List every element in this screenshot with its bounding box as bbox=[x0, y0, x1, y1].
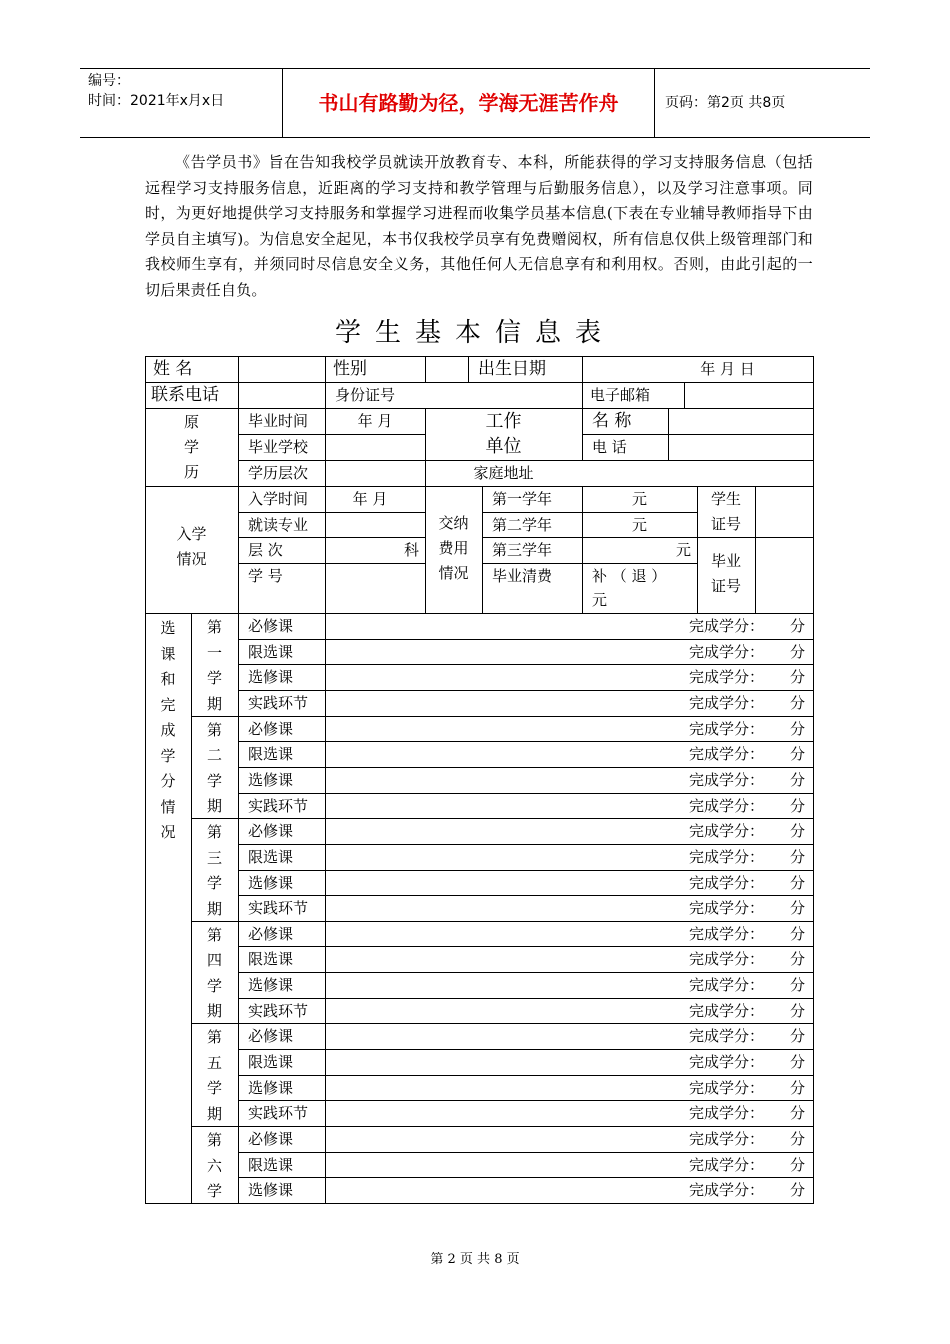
input-enroll-time[interactable]: 年 月 bbox=[352, 490, 388, 508]
fee-text: 费用 bbox=[438, 539, 469, 557]
input-grad-fee[interactable] bbox=[582, 564, 697, 613]
semester-2-label-char: 学 bbox=[206, 771, 222, 790]
label-credits-section-char: 成 bbox=[160, 721, 176, 739]
course-type-label: 必修课 bbox=[248, 822, 294, 841]
completed-credits-label: 完成学分： bbox=[688, 1130, 764, 1148]
label-original-education-char: 原 bbox=[183, 413, 199, 431]
label-level: 层 次 bbox=[248, 541, 283, 559]
page-footer: 第 2 页 共 8 页 bbox=[430, 1252, 520, 1267]
document-number: 编号： bbox=[88, 73, 130, 89]
label-email: 电子邮箱 bbox=[590, 386, 651, 404]
course-type-label: 必修课 bbox=[248, 719, 294, 738]
semester-1-label bbox=[191, 615, 238, 717]
credit-unit-label: 分 bbox=[789, 847, 805, 866]
label-grad-card bbox=[697, 549, 755, 599]
completed-credits-label: 完成学分： bbox=[688, 822, 764, 841]
credit-unit-label: 分 bbox=[789, 1053, 805, 1072]
semester-1-label-char: 一 bbox=[206, 643, 222, 662]
credit-unit-label: 分 bbox=[789, 950, 805, 969]
form-title: 学生基本信息表 bbox=[334, 318, 615, 348]
credit-unit-label: 分 bbox=[789, 1078, 805, 1097]
semester-2-label-char: 期 bbox=[206, 797, 222, 816]
label-credits-section-char: 学 bbox=[160, 746, 176, 765]
semester-4-label-char: 第 bbox=[206, 925, 222, 944]
work-unit-text: 单位 bbox=[485, 436, 522, 457]
semester-5-label-char: 学 bbox=[206, 1079, 222, 1098]
input-student-no[interactable] bbox=[325, 564, 425, 613]
course-type-label: 限选课 bbox=[248, 642, 294, 661]
label-name: 姓 名 bbox=[153, 359, 193, 379]
credit-unit-label: 分 bbox=[789, 617, 805, 635]
input-year2-fee[interactable]: 元 bbox=[631, 516, 647, 534]
completed-credits-label: 完成学分： bbox=[688, 1027, 764, 1046]
credit-unit-label: 分 bbox=[789, 1181, 805, 1200]
label-gender: 性别 bbox=[333, 359, 367, 379]
grad-fee-text: 元 bbox=[592, 591, 608, 609]
input-year1-fee[interactable]: 元 bbox=[631, 490, 647, 508]
semester-4-label bbox=[191, 923, 238, 1025]
credit-unit-label: 分 bbox=[789, 1155, 805, 1174]
student-card-text: 证号 bbox=[710, 515, 741, 533]
label-original-education-char: 学 bbox=[183, 438, 199, 456]
label-major: 就读专业 bbox=[248, 516, 309, 534]
course-type-label: 实践环节 bbox=[248, 1104, 309, 1123]
semester-2-label bbox=[191, 718, 238, 820]
label-unit-name: 名 称 bbox=[592, 411, 632, 431]
input-idcard[interactable] bbox=[425, 383, 582, 408]
semester-divider bbox=[191, 921, 238, 922]
input-edu-level[interactable] bbox=[325, 461, 425, 486]
input-grad-card[interactable] bbox=[755, 538, 813, 613]
completed-credits-label: 完成学分： bbox=[688, 1181, 764, 1200]
label-enroll-time: 入学时间 bbox=[248, 490, 309, 508]
credit-unit-label: 分 bbox=[789, 642, 805, 661]
input-level[interactable]: 科 bbox=[403, 541, 419, 559]
completed-credits-label: 完成学分： bbox=[688, 719, 764, 738]
credit-unit-label: 分 bbox=[789, 1001, 805, 1020]
input-email[interactable] bbox=[684, 383, 813, 408]
course-type-label: 选修课 bbox=[248, 873, 294, 892]
completed-credits-label: 完成学分： bbox=[688, 1053, 764, 1072]
completed-credits-label: 完成学分： bbox=[688, 668, 764, 687]
course-type-label: 实践环节 bbox=[248, 693, 309, 712]
input-birthdate[interactable]: 年 月 日 bbox=[700, 360, 755, 378]
label-original-education-char: 历 bbox=[183, 463, 199, 481]
course-type-label: 选修课 bbox=[248, 976, 294, 995]
header-meta bbox=[80, 69, 282, 137]
completed-credits-label: 完成学分： bbox=[688, 950, 764, 969]
label-credits-section-char: 完 bbox=[160, 695, 176, 714]
enrollment-text: 情况 bbox=[176, 550, 207, 568]
course-type-label: 必修课 bbox=[248, 924, 294, 943]
header-motto: 书山有路勤为径，学海无涯苦作舟 bbox=[282, 69, 655, 137]
completed-credits-label: 完成学分： bbox=[688, 770, 764, 789]
semester-2-label-char: 二 bbox=[206, 746, 222, 765]
semester-3-label-char: 期 bbox=[206, 899, 222, 918]
label-phone: 联系电话 bbox=[151, 385, 219, 405]
credit-unit-label: 分 bbox=[789, 1104, 805, 1123]
credit-unit-label: 分 bbox=[789, 924, 805, 943]
semester-5-label bbox=[191, 1025, 238, 1127]
semester-3-label bbox=[191, 820, 238, 922]
completed-credits-label: 完成学分： bbox=[688, 873, 764, 892]
semester-5-label-char: 期 bbox=[206, 1104, 222, 1123]
table-border-right bbox=[813, 356, 814, 1204]
input-grad-time[interactable]: 年 月 bbox=[357, 412, 393, 430]
label-enrollment bbox=[145, 522, 238, 572]
credit-unit-label: 分 bbox=[789, 1027, 805, 1046]
semester-4-label-char: 学 bbox=[206, 976, 222, 995]
completed-credits-label: 完成学分： bbox=[688, 693, 764, 712]
label-fee bbox=[425, 511, 482, 586]
grad-card-text: 毕业 bbox=[710, 552, 741, 570]
input-name[interactable] bbox=[238, 357, 325, 382]
completed-credits-label: 完成学分： bbox=[688, 1155, 764, 1174]
completed-credits-label: 完成学分： bbox=[688, 1078, 764, 1097]
semester-5-label-char: 五 bbox=[206, 1053, 222, 1072]
credit-unit-label: 分 bbox=[789, 822, 805, 841]
completed-credits-label: 完成学分： bbox=[688, 899, 764, 918]
semester-5-label-char: 第 bbox=[206, 1028, 222, 1047]
input-student-card[interactable] bbox=[755, 487, 813, 537]
grad-card-text: 证号 bbox=[710, 577, 741, 595]
label-credits-section-char: 和 bbox=[160, 670, 176, 688]
course-type-label: 限选课 bbox=[248, 1155, 294, 1174]
course-type-label: 实践环节 bbox=[248, 899, 309, 918]
course-type-label: 限选课 bbox=[248, 1053, 294, 1072]
input-grad-school[interactable] bbox=[325, 435, 425, 460]
semester-6-label-char: 第 bbox=[206, 1131, 222, 1149]
course-type-label: 限选课 bbox=[248, 745, 294, 764]
label-credits-section-char: 分 bbox=[160, 772, 176, 790]
semester-6-label bbox=[191, 1128, 238, 1205]
label-credits-section-char: 情 bbox=[160, 797, 176, 816]
semester-6-label-char: 六 bbox=[206, 1156, 222, 1175]
course-type-label: 必修课 bbox=[248, 1027, 294, 1046]
label-credits-section-char: 况 bbox=[160, 823, 176, 841]
label-year3: 第三学年 bbox=[492, 541, 553, 559]
label-idcard: 身份证号 bbox=[335, 386, 396, 404]
label-grad-school: 毕业学校 bbox=[248, 438, 309, 456]
credit-unit-label: 分 bbox=[789, 1130, 805, 1148]
credit-unit-label: 分 bbox=[789, 873, 805, 892]
credit-unit-label: 分 bbox=[789, 796, 805, 815]
enrollment-text: 入学 bbox=[176, 525, 207, 543]
course-type-label: 选修课 bbox=[248, 1181, 294, 1200]
label-credits-section-char: 课 bbox=[160, 644, 176, 663]
completed-credits-label: 完成学分： bbox=[688, 796, 764, 815]
semester-3-label-char: 三 bbox=[206, 848, 222, 867]
label-home-address: 家庭地址 bbox=[473, 464, 534, 482]
completed-credits-label: 完成学分： bbox=[688, 642, 764, 661]
semester-divider bbox=[191, 716, 238, 717]
course-type-label: 实践环节 bbox=[248, 796, 309, 815]
credit-unit-label: 分 bbox=[789, 719, 805, 738]
label-year1: 第一学年 bbox=[492, 490, 553, 508]
input-major[interactable] bbox=[325, 513, 425, 538]
semester-4-label-char: 期 bbox=[206, 1002, 222, 1021]
label-unit-phone: 电 话 bbox=[592, 438, 627, 456]
completed-credits-label: 完成学分： bbox=[688, 924, 764, 943]
input-unit-name[interactable] bbox=[668, 409, 813, 434]
credit-unit-label: 分 bbox=[789, 668, 805, 687]
semester-4-label-char: 四 bbox=[206, 951, 222, 970]
completed-credits-label: 完成学分： bbox=[688, 976, 764, 995]
label-edu-level: 学历层次 bbox=[248, 464, 309, 482]
semester-3-label-char: 学 bbox=[206, 874, 222, 893]
label-student-card bbox=[697, 487, 755, 537]
course-type-label: 选修课 bbox=[248, 770, 294, 789]
input-gender[interactable] bbox=[425, 357, 468, 382]
input-phone[interactable] bbox=[238, 383, 325, 408]
semester-1-label-char: 学 bbox=[206, 669, 222, 687]
intro-paragraph: 《告学员书》旨在告知我校学员就读开放教育专、本科，所能获得的学习支持服务信息（包括远程学习支持服务信息，近距离的学习支持和教学管理与后勤服务信息），以及学习注意事项。同时，为更好地提供学习支持服务和掌握学习进程而收集学员基本信息(下表在专业辅导教师指导下由学员自主填写)。为信息安全起见，本书仅我校学员享有免费赠阅权，所有信息仅供上级管理部门和我校师生享有，并须同时尽信息安全义务，其他任何人无信息享有和利用权。否则，由此引起的一切后果责任自负。 bbox=[145, 153, 813, 299]
semester-1-label-char: 第 bbox=[206, 618, 222, 636]
completed-credits-label: 完成学分： bbox=[688, 745, 764, 764]
course-type-label: 选修课 bbox=[248, 1078, 294, 1097]
label-credits-section bbox=[145, 616, 191, 846]
header-page-number: 页码：第2页 共8页 bbox=[665, 95, 786, 111]
input-home-address[interactable] bbox=[582, 461, 813, 486]
completed-credits-label: 完成学分： bbox=[688, 1104, 764, 1123]
course-type-label: 必修课 bbox=[248, 1130, 294, 1148]
input-year3-fee[interactable]: 元 bbox=[675, 541, 691, 559]
course-type-label: 选修课 bbox=[248, 668, 294, 687]
table-border-bottom bbox=[145, 1203, 814, 1204]
label-grad-fee: 毕业清费 bbox=[492, 567, 553, 585]
credit-unit-label: 分 bbox=[789, 693, 805, 712]
course-type-label: 必修课 bbox=[248, 617, 294, 635]
page-header bbox=[80, 68, 870, 138]
semester-divider bbox=[191, 1126, 238, 1127]
fee-text: 交纳 bbox=[438, 514, 469, 532]
completed-credits-label: 完成学分： bbox=[688, 617, 764, 635]
label-student-no: 学 号 bbox=[248, 567, 283, 585]
fee-text: 情况 bbox=[438, 564, 469, 582]
completed-credits-label: 完成学分： bbox=[688, 1001, 764, 1020]
course-type-label: 限选课 bbox=[248, 847, 294, 866]
label-original-education bbox=[145, 410, 238, 485]
grad-fee-text: 补 （ 退 ） bbox=[592, 567, 667, 585]
semester-1-label-char: 期 bbox=[206, 694, 222, 713]
course-type-label: 实践环节 bbox=[248, 1001, 309, 1020]
course-type-label: 限选课 bbox=[248, 950, 294, 969]
student-card-text: 学生 bbox=[710, 490, 741, 508]
completed-credits-label: 完成学分： bbox=[688, 847, 764, 866]
credit-unit-label: 分 bbox=[789, 770, 805, 789]
credit-unit-label: 分 bbox=[789, 976, 805, 995]
label-work-unit bbox=[425, 409, 582, 459]
semester-6-label-char: 学 bbox=[206, 1182, 222, 1200]
document-time: 时间：2021年x月x日 bbox=[88, 93, 225, 109]
label-birthdate: 出生日期 bbox=[478, 359, 546, 379]
work-unit-text: 工作 bbox=[485, 411, 522, 432]
label-credits-section-char: 选 bbox=[160, 619, 176, 637]
credit-unit-label: 分 bbox=[789, 745, 805, 764]
semester-3-label-char: 第 bbox=[206, 823, 222, 842]
credit-unit-label: 分 bbox=[789, 899, 805, 918]
semester-2-label-char: 第 bbox=[206, 720, 222, 739]
semester-divider bbox=[191, 1023, 238, 1024]
input-unit-phone[interactable] bbox=[668, 435, 813, 460]
label-grad-time: 毕业时间 bbox=[248, 412, 309, 430]
label-year2: 第二学年 bbox=[492, 516, 553, 534]
semester-divider bbox=[191, 818, 238, 819]
